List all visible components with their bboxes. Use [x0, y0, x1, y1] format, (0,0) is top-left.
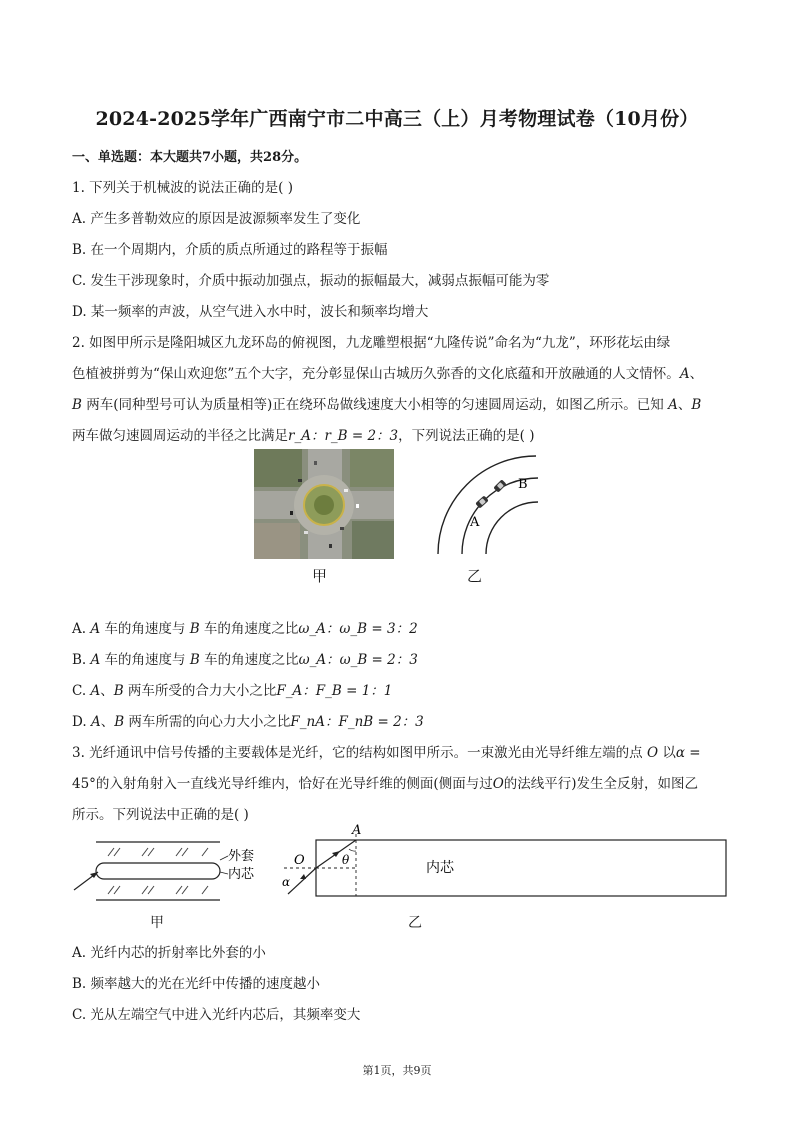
q3-fig-right-label: 乙 [408, 915, 422, 931]
q1-option-b[interactable]: B. 在一个周期内，介质的质点所通过的路程等于振幅 [72, 242, 388, 258]
q2-stem-line3: B 两车(同种型号可认为质量相等)正在绕环岛做线速度大小相等的匀速圆周运动，如图乙所示。已知 A、B [72, 397, 702, 413]
theta-label: θ [342, 853, 350, 867]
car-b-label: B [518, 477, 528, 492]
q2-arc-diagram [430, 450, 560, 560]
car-a-label: A [470, 515, 480, 530]
page-footer: 第1页，共9页 [362, 1064, 432, 1077]
point-o-label: O [294, 853, 305, 868]
q2-aerial-photo [254, 449, 394, 559]
q2-option-a[interactable]: A. A 车的角速度与 B 车的角速度之比ω_A：ω_B = 3：2 [72, 621, 418, 637]
q2-option-d[interactable]: D. A、B 两车所需的向心力大小之比F_nA：F_nB = 2：3 [72, 714, 424, 730]
q2-stem-line2: 色植被拼剪为“保山欢迎您”五个大字，充分彰显保山古城历久弥香的文化底蕴和开放融通的人文情怀。A、 [72, 366, 704, 382]
q2-stem-line4: 两车做匀速圆周运动的半径之比满足r_A：r_B = 2：3，下列说法正确的是( ) [72, 428, 535, 444]
q3-option-c[interactable]: C. 光从左端空气中进入光纤内芯后，其频率变大 [72, 1007, 361, 1023]
q3-stem-line1: 3. 光纤通讯中信号传播的主要载体是光纤，它的结构如图甲所示。一束激光由光导纤维左端的点 O 以α = [72, 745, 701, 761]
q2-fig-right-label: 乙 [467, 567, 483, 585]
point-a-label: A [352, 824, 362, 838]
q3-fiber-structure-diagram [68, 832, 268, 912]
q3-fig-left-label: 甲 [150, 915, 164, 931]
q1-option-d[interactable]: D. 某一频率的声波，从空气进入水中时，波长和频率均增大 [72, 304, 429, 320]
q2-option-c[interactable]: C. A、B 两车所受的合力大小之比F_A：F_B = 1：1 [72, 683, 393, 699]
alpha-label: α [282, 875, 291, 889]
page-title: 2024-2025学年广西南宁市二中高三（上）月考物理试卷（10月份） [95, 108, 699, 130]
core-label: 内芯 [426, 860, 454, 876]
q1-stem: 1. 下列关于机械波的说法正确的是( ) [72, 180, 293, 196]
q3-refraction-diagram [276, 824, 746, 916]
q1-option-a[interactable]: A. 产生多普勒效应的原因是波源频率发生了变化 [72, 211, 361, 227]
q3-stem-line3: 所示。下列说法中正确的是( ) [72, 807, 249, 823]
q2-stem-line1: 2. 如图甲所示是隆阳城区九龙环岛的俯视图，九龙雕塑根据“九隆传说”命名为“九龙”，环形花坛由绿 [72, 335, 671, 351]
q1-option-c[interactable]: C. 发生干涉现象时，介质中振动加强点，振动的振幅最大，减弱点振幅可能为零 [72, 273, 550, 289]
q3-stem-line2: 45°的入射角射入一直线光导纤维内，恰好在光导纤维的侧面(侧面与过O的法线平行)发生全反射，如图乙 [72, 776, 699, 792]
outer-cladding-label: 外套 [228, 849, 255, 864]
q3-option-b[interactable]: B. 频率越大的光在光纤中传播的速度越小 [72, 976, 321, 992]
q3-option-a[interactable]: A. 光纤内芯的折射率比外套的小 [72, 945, 266, 961]
q2-fig-left-label: 甲 [312, 567, 328, 585]
inner-core-label: 内芯 [228, 867, 255, 882]
q2-ratio: r_A：r_B = 2：3 [288, 428, 399, 444]
q2-option-b[interactable]: B. A 车的角速度与 B 车的角速度之比ω_A：ω_B = 2：3 [72, 652, 418, 668]
section-heading: 一、单选题：本大题共7小题，共28分。 [72, 150, 308, 165]
